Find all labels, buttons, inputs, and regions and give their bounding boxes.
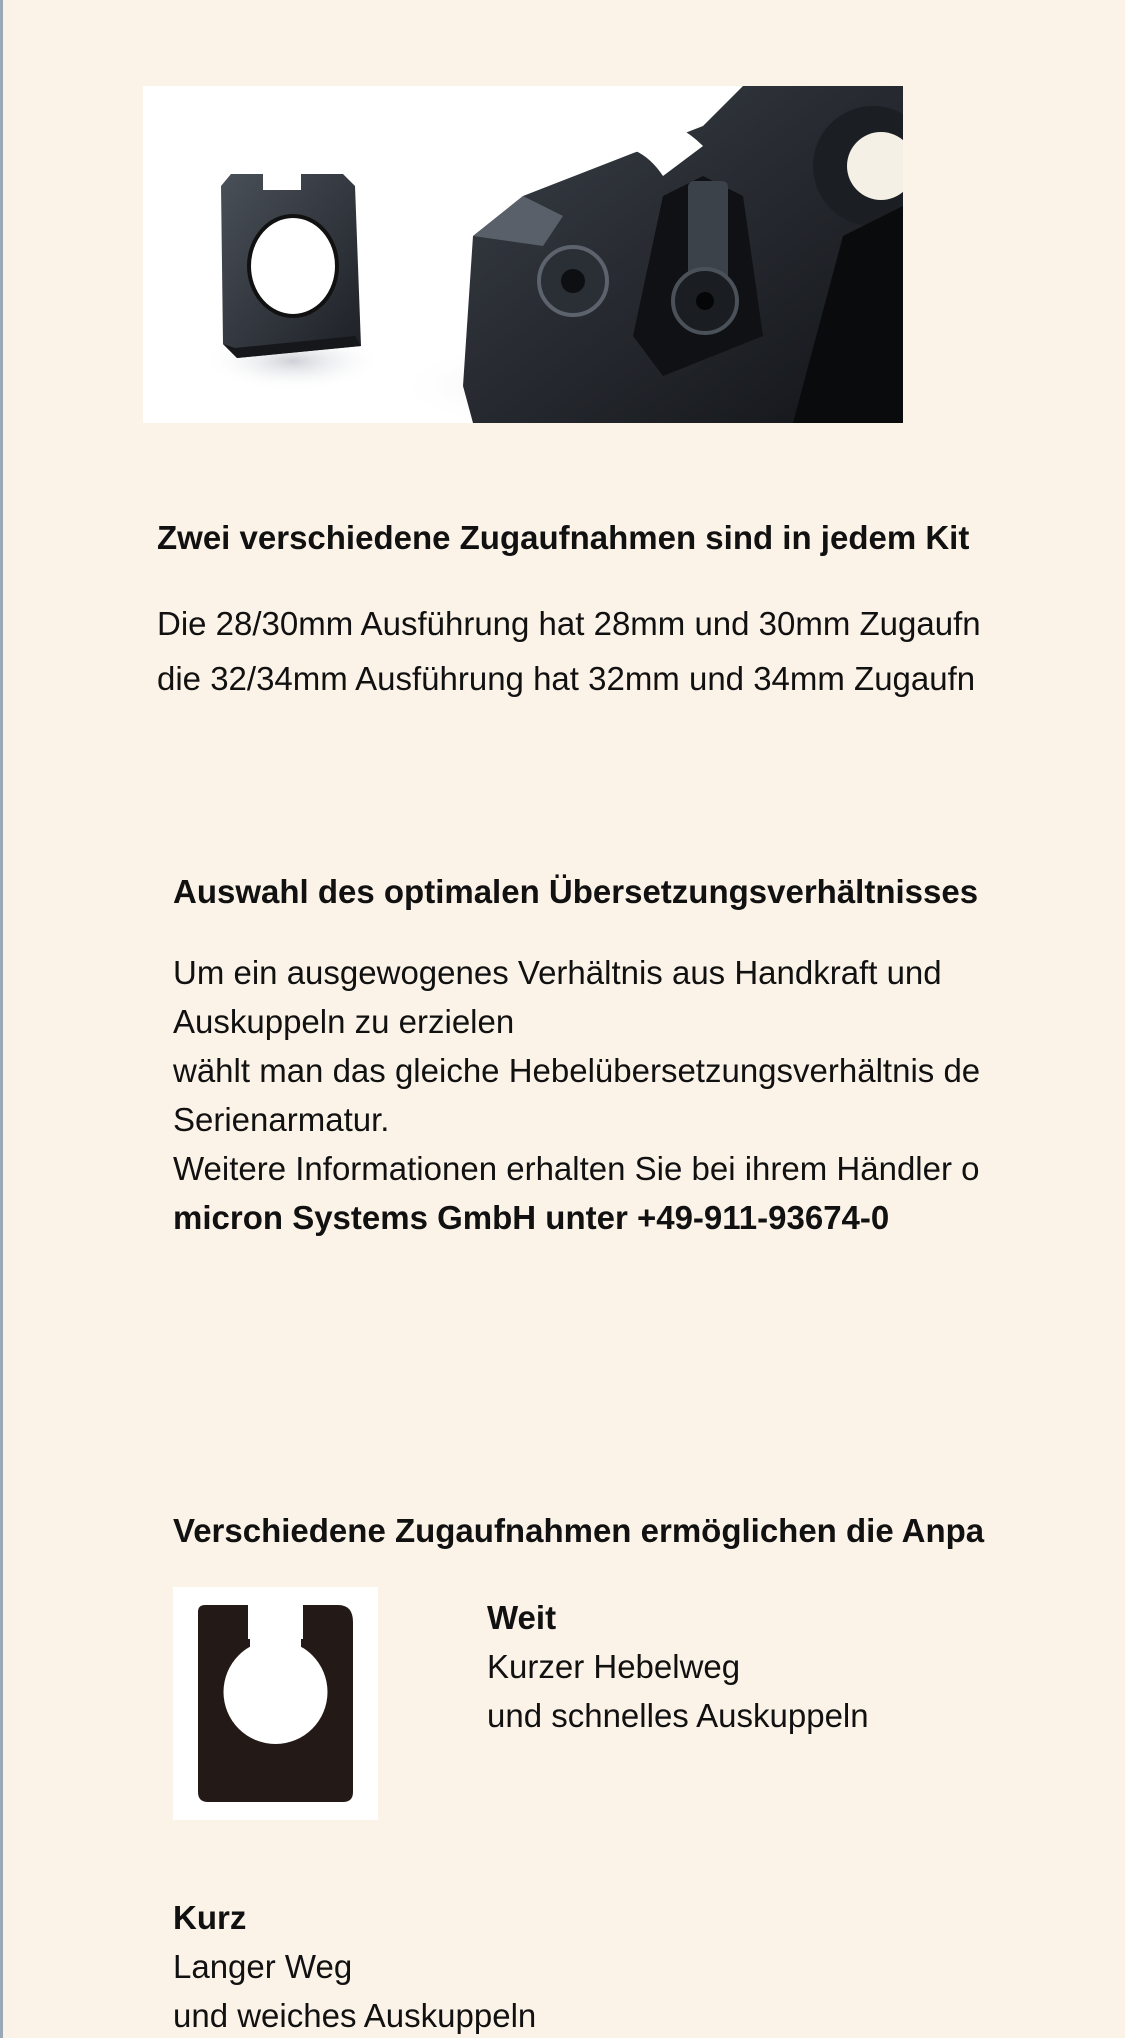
ratio-line-1: Um ein ausgewogenes Verhältnis aus Handkraft und: [173, 954, 942, 991]
kit-line-1: Die 28/30mm Ausführung hat 28mm und 30mm Zugaufn: [157, 605, 981, 642]
weit-line-2: und schnelles Auskuppeln: [487, 1697, 869, 1734]
ratio-text: [173, 948, 980, 1242]
product-photo: [143, 86, 903, 423]
mounts-heading: Verschiedene Zugaufnahmen ermöglichen die Anpa: [173, 1512, 985, 1549]
clutch-parts-image: [143, 86, 903, 423]
weit-description: [487, 1593, 869, 1740]
kit-text: [157, 596, 981, 706]
kit-heading: Zwei verschiedene Zugaufnahmen sind in jedem Kit: [157, 519, 970, 556]
kit-line-2: die 32/34mm Ausführung hat 32mm und 34mm Zugaufn: [157, 660, 976, 697]
ratio-line-4: Serienarmatur.: [173, 1101, 390, 1138]
content-area: [3, 0, 1072, 2038]
ratio-line-2: Auskuppeln zu erzielen: [173, 1003, 515, 1040]
kurz-description: [173, 1893, 536, 2038]
weit-title: Weit: [487, 1599, 557, 1636]
clamp-diagram-image: [173, 1587, 378, 1820]
ratio-heading: Auswahl des optimalen Übersetzungsverhältnisses: [173, 873, 979, 910]
weit-line-1: Kurzer Hebelweg: [487, 1648, 741, 1685]
kurz-line-2: und weiches Auskuppeln: [173, 1997, 537, 2034]
ratio-line-3: wählt man das gleiche Hebelübersetzungsverhältnis de: [173, 1052, 981, 1089]
kurz-line-1: Langer Weg: [173, 1948, 353, 1985]
ratio-line-5: Weitere Informationen erhalten Sie bei ihrem Händler o: [173, 1150, 980, 1187]
contact-line: micron Systems GmbH unter +49-911-93674-0: [173, 1199, 890, 1236]
wide-clamp-icon: [173, 1587, 378, 1820]
kurz-title: Kurz: [173, 1899, 247, 1936]
clamp-block: [221, 174, 361, 358]
